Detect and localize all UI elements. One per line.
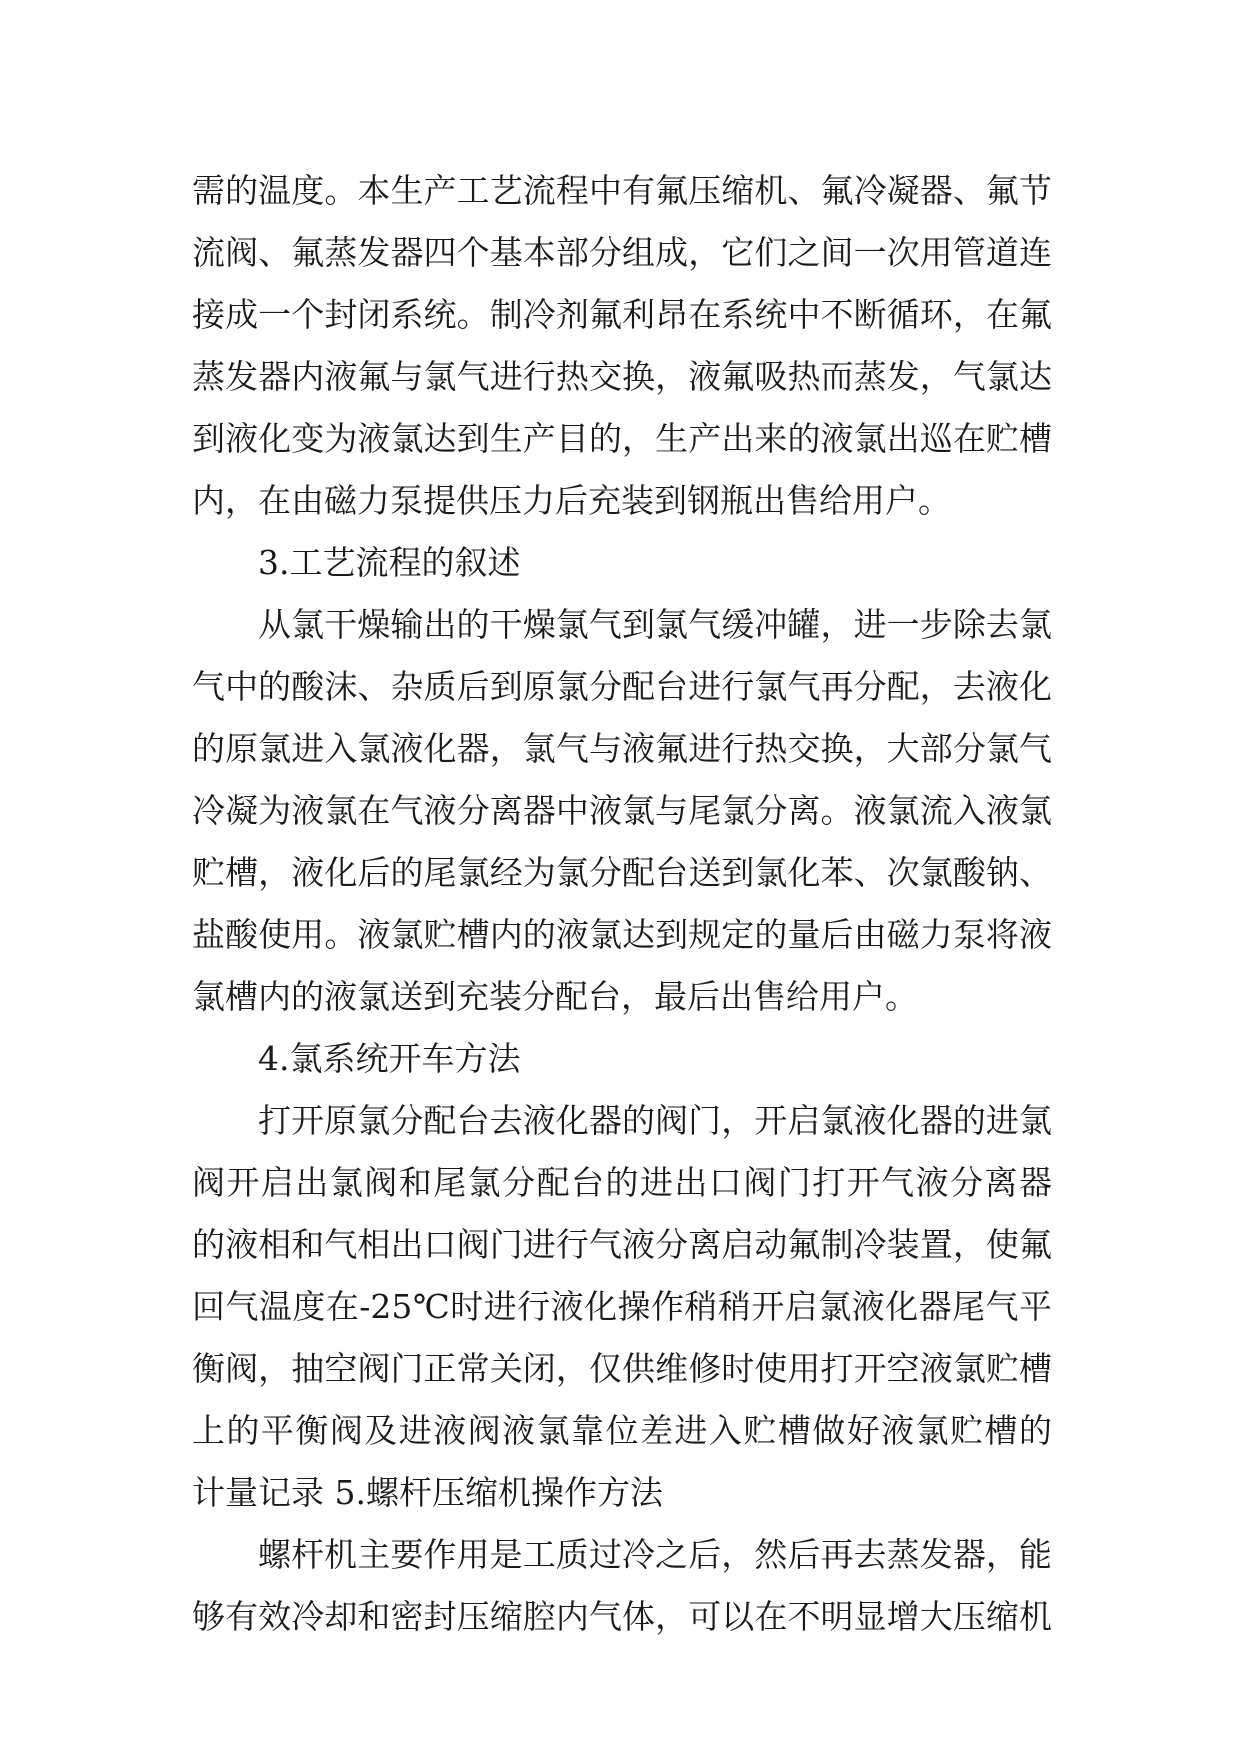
- text-line: 贮槽，液化后的尾氯经为氯分配台送到氯化苯、次氯酸钠、: [192, 853, 1052, 892]
- text-line: 上的平衡阀及进液阀液氯靠位差进入贮槽做好液氯贮槽的: [192, 1411, 1052, 1450]
- section-heading: 3.工艺流程的叙述: [258, 543, 521, 582]
- text-line: 够有效冷却和密封压缩腔内气体，可以在不明显增大压缩机: [192, 1597, 1052, 1636]
- body-text: [192, 160, 1052, 1648]
- text-line: 流阀、氟蒸发器四个基本部分组成，它们之间一次用管道连: [192, 233, 1052, 272]
- text-line: 的液相和气相出口阀门进行气液分离启动氟制冷装置，使氟: [192, 1225, 1052, 1264]
- text-line: 盐酸使用。液氯贮槽内的液氯达到规定的量后由磁力泵将液: [192, 915, 1052, 954]
- section-heading: 4.氯系统开车方法: [258, 1039, 521, 1078]
- text-line: 打开原氯分配台去液化器的阀门，开启氯液化器的进氯: [258, 1101, 1052, 1140]
- text-line: 阀开启出氯阀和尾氯分配台的进出口阀门打开气液分离器: [192, 1163, 1052, 1202]
- text-line: 接成一个封闭系统。制冷剂氟利昂在系统中不断循环，在氟: [192, 295, 1052, 334]
- text-line: 内，在由磁力泵提供压力后充装到钢瓶出售给用户。: [192, 481, 951, 520]
- text-line: 螺杆机主要作用是工质过冷之后，然后再去蒸发器，能: [258, 1535, 1052, 1574]
- text-line: 计量记录 5.螺杆压缩机操作方法: [192, 1473, 663, 1512]
- text-line: 从氯干燥输出的干燥氯气到氯气缓冲罐，进一步除去氯: [258, 605, 1052, 644]
- text-line: 的原氯进入氯液化器，氯气与液氟进行热交换，大部分氯气: [192, 729, 1052, 768]
- text-line: 衡阀，抽空阀门正常关闭，仅供维修时使用打开空液氯贮槽: [192, 1349, 1052, 1388]
- text-line: 气中的酸沫、杂质后到原氯分配台进行氯气再分配，去液化: [192, 667, 1052, 706]
- text-line: 蒸发器内液氟与氯气进行热交换，液氟吸热而蒸发，气氯达: [192, 357, 1052, 396]
- text-line: 需的温度。本生产工艺流程中有氟压缩机、氟冷凝器、氟节: [192, 171, 1052, 210]
- text-line: 氯槽内的液氯送到充装分配台，最后出售给用户。: [192, 977, 918, 1016]
- text-line: 冷凝为液氯在气液分离器中液氯与尾氯分离。液氯流入液氯: [192, 791, 1052, 830]
- text-line: 到液化变为液氯达到生产目的，生产出来的液氯出巡在贮槽: [192, 419, 1052, 458]
- text-line: 回气温度在-25℃时进行液化操作稍稍开启氯液化器尾气平: [192, 1287, 1052, 1326]
